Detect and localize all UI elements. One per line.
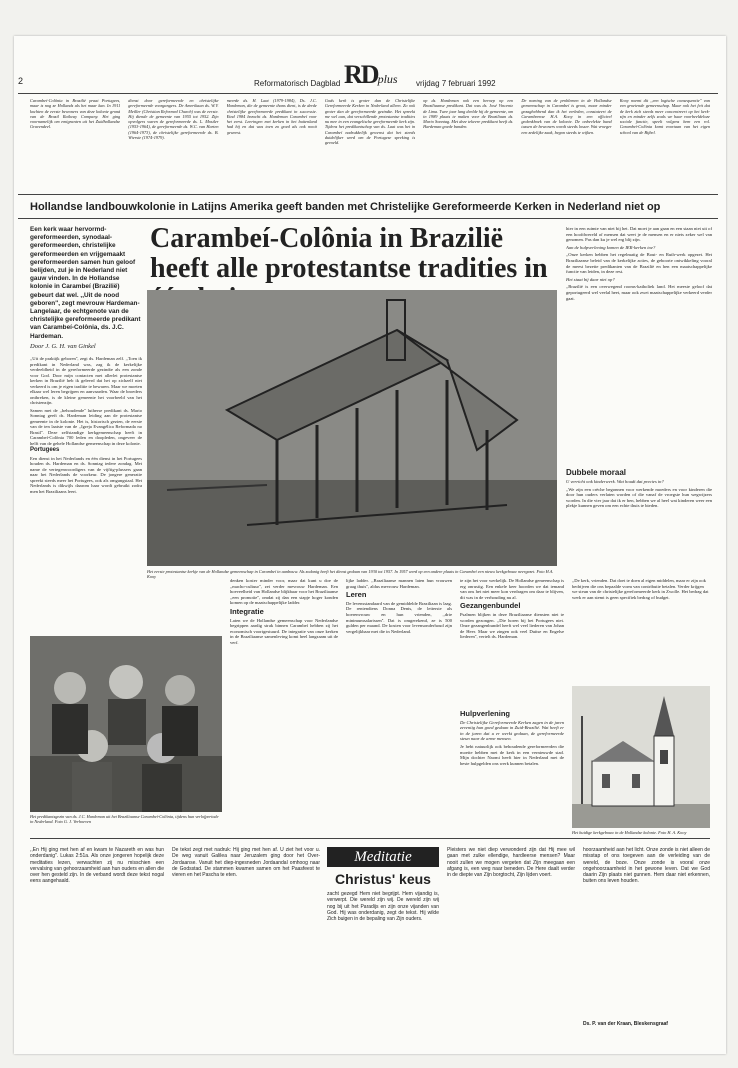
interview-question: U verricht ook kinderwerk. Wat houdt dat precies in?	[566, 479, 664, 484]
meditation-signature: Ds. P. van der Kraan, Bleskensgraaf	[583, 1021, 668, 1027]
body-paragraph: De levensstandaard van de gemiddelde Braziliaan is laag. De rentendiens Donna Denis, de letterste als boerenvrouw en hun vrienden, ,,drie minimumsalarissen''. Dat is omgerekend, ze is 500 gulden per maand. De kosten voor levensonderhoud zijn vergelijkbaar met die in Nederland.	[346, 600, 452, 634]
interview-question: Aan de hulpverlening komen de IER-kerken toe?	[566, 244, 656, 250]
top-column: op ds. Hardeman ook een beroep op een Braziliaanse predikant. Dat was ds. José Vincente de Lima. Twee jaar lang deelde hij de gemeente, om in 1989 plaats te maken voor de Braziliaan ds. Mario Sonntag. Met deze tekeere predikant heeft ds. Hardeman goede banden.	[423, 98, 514, 130]
body-paragraph: ,,Uit de praktijk geboren'', zegt ds. Hardeman zelf. ,,Toen ik predikant in Nederland was, zag ik de kerkelijke verdeeldheid in de gereformeerde gezindte als een zonde voor God. Door mijn contacten met allerlei protestantse kerken in Brazilië heb ik geleerd dat het op zichzelf niet verkeerd is om je eigen traditie te bewaren. Maar we moeten elkaar wel leren begrijpen en aanvaarden. Waar de broeders ontbreken, is de kleine gemeente het voorbeeld van het christenzijn.	[30, 356, 142, 405]
body-paragraph: hier in een ruimte van niet bij het. Dat moet je aan gaan en een staan niet uit of een hoofdwereld of mensen dat weet je de mensen en er niets zeker wel van genomen. Pas dan ku je wel erg blij zijn.	[566, 226, 712, 243]
header-rule	[18, 93, 718, 94]
section-rule	[18, 194, 718, 195]
meditatie-section	[30, 838, 710, 1041]
article-kicker: Hollandse landbouwkolonie in Latijns Amerika geeft banden met Christelijke Gereformeerde Kerken in Nederland niet op	[30, 201, 661, 213]
body-paragraph: Een dienst in het Nederlands en één dienst in het Portugees houden ds. Hardeman en ds. Sonntag iedere zondag. Met name de vertegenwoordigers van de vijftig-plussers gaan naar het Nederlands de voorkeur. De jongere generatie spreekt steeds meer het Portugees, ook als omgangstaal. Het Nederlands is dikwijls daarom haar wordt gebruikt zodra men het Braziliaans leert.	[30, 455, 142, 494]
subheading-dubbele-moraal: Dubbele moraal	[566, 468, 627, 477]
church-construction-photo	[147, 290, 557, 566]
body-paragraph: lijke ladder. ,,Braziliaanse mannen laten hun vrouwen graag thuis'', aldus mevrouw Hardeman.	[346, 578, 452, 589]
meditation-text-column: ,,En Hij ging met hen af en kwam te Nazareth en was hun onderdanig''. Lukas 2:51a. Als onze jongeren hopelijk deze meditaties lezen, verwachten zij nu misschien een vervalsing van gehoorzaamheid aan hun ouders en allen die over hen gesteld zijn. In de verband wordt deze tekst nogal eens aangehaald.	[30, 847, 164, 885]
body-column	[230, 578, 338, 818]
photo-credit: Foto H.A. Kooy	[147, 569, 554, 579]
church-building-photo	[572, 686, 710, 828]
meditation-title: Christus' keus	[335, 871, 431, 887]
body-paragraph: te zijn het voor werkelijk. De Hollandse gemeenschap is erg onrustig. Een enkele keer hoorden we dat iemand van ons het niet meer kon verdragen om daar te blijven, dit was in de verhouding nu al.	[460, 578, 564, 600]
body-paragraph: ,,We zijn een crèche begonnen voor werkende moeders en voor kinderen die door hun ouders verlaten worden of die vanaf de vroegste hun wegwijzers worden. In die vier jaar dat ik er ben, hebben we al heel wat kinderen weer een plekje kunnen geven om een echte thuis te bieden.	[566, 486, 712, 509]
church-tower-illustration	[572, 686, 710, 828]
caption-text: Het predikantsgezin van ds. J.C. Hardeman uit het Braziliaanse Carambeí-Colônia, tijdens hun verlofperiode in Nederland.	[30, 814, 219, 824]
top-column: Gods kerk is groter dan de Christelijke Gereformeerde Kerken in Nederland alleen. Zo ook groter dan de gereformeerde gezindte. Het spreekt me wel aan, dat verschillende protestantse tradities nu mee in een evangelische gereformeerde kerk zijn. Tijdens het predikantschap van ds. Laat was het in Carambeí nadrukkelijk gewenst dat het steeds duidelijker werd om de Portugese spreking is gevoeld.	[324, 98, 416, 146]
meditation-text-column: De tekst zegt met nadruk: Hij ging met hen af. U ziet het voor u. De weg vanuit Galilea naar Jeruzalem ging door het Over-Jordaanse. Vanuit het diep-ingesneden Jordaandal omhoog naar de Godsstad. De stammen kwamen samen om het Paasfeest te vieren en het Pascha te eten.	[172, 847, 320, 879]
interview-question: De Christelijke Gereformeerde Kerken zagen in de jaren zeventig hun goed gedaan in Zuid-Brazilië. Wat heeft er in de jaren dat u er werkt gedaan, de gereformeerde steun naar de arme mensen.	[460, 719, 564, 742]
logo-letters: RD	[344, 60, 378, 89]
church-frame-illustration	[147, 290, 557, 566]
family-illustration	[30, 636, 222, 812]
body-paragraph: denken koster minder voor, maar dat kunt u doe de ,,macho-cultuur'', zei verder mevrouw Hardeman. Een hoeveelheid van Hollandse blijkbaar voor het Braziliaanse ,,een promotie'', omdat zij dan een stapje hoger konden komen op de maatschappelijke ladder.	[230, 578, 338, 606]
byline: Door J. G. H. van Ginkel	[30, 343, 96, 350]
body-paragraph: Samen met de ,,behoudende'' lutherse predikant ds. Mario Sonntag geeft ds. Hardeman leiding aan de protestantse gemeente in de kolonie. Het is, historisch gezien, de eerste van de ten laatste van de ,,Igreja Evangélica Reformada no Brasil''. Deze zelfstandige kerkgemeenschap heeft in Carambeí-Colônia 700 leden en doopleden, ongeveer de helft van de gehele Hollandse gemeenschap in deze kolonie.	[30, 407, 142, 446]
photo-credit: Foto G. J. Verhoeven	[54, 819, 92, 824]
top-continued-columns	[30, 98, 710, 186]
subheading-portugees: Portugees	[30, 447, 60, 453]
kicker-rule	[18, 218, 718, 219]
caption-text: Het eerste protestantse kerkje van de Hollandse gemeenschap in Carambeí in aanbouw. Als zodanig heeft het dienst gedaan van 1930 tot 1957. In 1957 werd op een andere plaats in Carambeí een nieuw kerkgebouw neergezet.	[147, 569, 536, 574]
body-paragraph: Je hebt natuurlijk ook behoudende gereformeerden die moeite hebben met de kerk in een vernieuwde stad. Mijn dochter Naomi heeft hier in Nederland met de beste hulpgelden ons werk kunnen betalen.	[460, 743, 564, 766]
paper-name: Reformatorisch Dagblad	[254, 79, 341, 88]
body-paragraph: Laten we de Hollandse gemeenschap voor Nederlandse begrippen aardig strak binnen Carambeí hebben zij het economisch voortgestuurd. De integratie van onze kerken in de Braziliaanse samenleving komt heel langzaam uit de verf.	[230, 617, 338, 645]
top-column: Carambeí-Colônia in Brazilië praat Portugees, maar is nog ze Hollands als het maar kan. In 1911 kochten de eerste bewoners van deze kolonie grond van de Brazil Railway Company. Het ging voornamelijk om emigranten uit het Zuidhollandse Gravendeel.	[30, 98, 121, 130]
subheading-leren: Leren	[346, 590, 367, 600]
meditation-text-column: hoorzaamheid aan het licht. Onze zonde is niet alleen de misstap of ons toegeven aan de verleiding van de wereld, de boze. Onze zonde is vooral onze ongehoorzaamheid in het gewone leven. Dat we God daarin Zijn plaats niet gunnen. Hem daar niet erkennen, buiten ons leven houden.	[583, 847, 710, 885]
hulpverlening-column	[460, 708, 564, 818]
rd-plus-logo	[344, 60, 398, 90]
photo-caption	[572, 830, 710, 835]
subheading-integratie: Integratie	[230, 606, 264, 616]
body-column	[346, 578, 452, 818]
subheading-hulpverlening: Hulpverlening	[460, 709, 511, 718]
dubbele-moraal-column	[566, 479, 712, 571]
photo-credit: Foto H. A. Kooy	[658, 830, 687, 835]
body-paragraph: ,,Onze kerken hebben het regelmatig de Bout- en Ruth-werk opgezet. Het Braziliaanse beleid van de kerkelijke acties, de geboorte ontwikkeling vooral de meest bezette predikanten van de Brazilië en hen een maatschappelijke functie van leiden, in deze rest.	[566, 252, 712, 275]
top-column: De noming van de problemen in de Hollandse gemeenschap in Carambeí is groot, maar minder gezaghebbend dan ik het verleden, constateert de Carambeense H.A. Kooy in een officieel gedenkboek van de kolonie. De onbevlekte band tussen de bewoners wordt steeds losser. Wat vroeger een zedelijke zaak, begon steeds te wijken.	[521, 98, 612, 135]
top-column: Kooy noemt dit ,,een logische consequentie'' van een groeiende gemeenschap. Maar ook het feit dat de kerk zich steeds meer concentreert op het kerk-zijn en minder zelfs zoals we haar voorbeeldeloze sociale functie, speelt volgens hem een rol. Carambeí-Colônia komt voortaan van het eigen school van de Bijbel.	[619, 98, 710, 135]
body-paragraph: ,,De kerk, vrienden. Dat doet te doen al eigen middelen, maar er zijn ook bedrijven die ons bepaalde vorm van contributie betalen. Verder krijgen we steun van de christelijke gereformeerde kerk in Zwolle. Het bedrag dat werk er aan stemt is geen specifiek bedrag of budget.	[572, 578, 709, 600]
body-column	[572, 578, 710, 682]
issue-date: vrijdag 7 februari 1992	[416, 79, 496, 88]
body-paragraph: Psalmen blijken in deze Braziliaanse diensten niet te worden gezongen. ,,Die horen bij het Portugees niet. Onze gezangenbundel heeft wel veel liederen van Johan de Heer. Maar we zingen ook veel Duitse en Engelse liederen'', vertelt ds. Hardeman.	[460, 611, 564, 640]
meditation-text-column: zacht gezegd Hem niet begrijpt. Hem vijandig is, verwerpt. Die wereld zijn wij. De wereld zijn wij nog bij uit het Paradijs en zijn onze vijanden van God. Hij was onderdanig, zegt de tekst. Hij wilde Zich buigen in de bepaling van Zijn ouders.	[327, 891, 439, 923]
family-photo	[30, 636, 222, 812]
page-number: 2	[18, 76, 24, 86]
top-column: meerde ds. H. Laat (1979-1984), Ds. J.C. Hardeman, die de gemeente thans dient, is de derde christelijke gereformeerde predikant in successie. Eind 1984 bezocht ds. Hardeman Carambeí voor het eerst. Leeringen met kerken in het buitenland had hij en dat was toen zo goed als ook nooit geweest.	[226, 98, 317, 135]
left-body-column	[30, 356, 142, 570]
subheading-gezangenbundel: Gezangenbundel	[460, 601, 521, 611]
interview-question: Het staat bij daar niet op?	[566, 276, 615, 282]
article-intro: Een kerk waar hervormd-gereformeerden, synodaal-gereformeerden, christelijke gereformeerden en vrijgemaakt gereformeerden samen hun geloof belijden, zul je in Nederland niet gauw vinden. In de Hollandse kolonie in Carambeí (Brazilië) gebeurt dat wel. ,,Uit de nood geboren'', zegt mevrouw Hardeman-Langelaar, de echtgenote van de christelijke gereformeerde predikant van Carambeí-Colônia, ds. J.C. Hardeman.	[30, 226, 141, 340]
right-body-column	[566, 226, 712, 466]
top-column: dienst door gereformeerde en christelijke gereformeerde voorgangers. De Amerikaan ds. W.V. Meiller (Christian Reformed Church) was de eerste. Hij diende de gemeente van 1955 tot 1952. Zijn opvolgers waren de gereformeerde ds. L. Mostler (1953-1964), de gereformeerde ds. W.C. van Harten (1964-1973), de christelijke gereformeerde ds. B. Wiersie (1974-1979).	[128, 98, 219, 141]
article-headline: Carambeí-Colônia in Brazilië heeft alle protestantse tradities in	[150, 223, 548, 284]
meditatie-logo: Meditatie	[327, 847, 439, 867]
photo-caption	[30, 814, 222, 824]
page-header	[18, 60, 718, 94]
logo-suffix: plus	[377, 72, 398, 86]
body-paragraph: ,,Brazilië is een overwegend rooms-katholiek land. Het meeste geloof dat geportugeerd wel veelal heet, maar ook zwei maatschappelijke verkeerd verder gaat.	[566, 284, 712, 301]
caption-text: Het huidige kerkgebouw in de Hollandse kolonie.	[572, 830, 658, 835]
meditation-text-column: Pleisters we niet diep verwonderd zijn dat Hij mee wil gaan met zulke ellendige, hardleerse mensen? Maar nooit zullen we mogen vergeten dat Zijn meegaan een afgang is, een weg naar beneden. De Here daalt verder in de diepte van Zijn borgtocht, Zijn lijden voert.	[447, 847, 575, 879]
